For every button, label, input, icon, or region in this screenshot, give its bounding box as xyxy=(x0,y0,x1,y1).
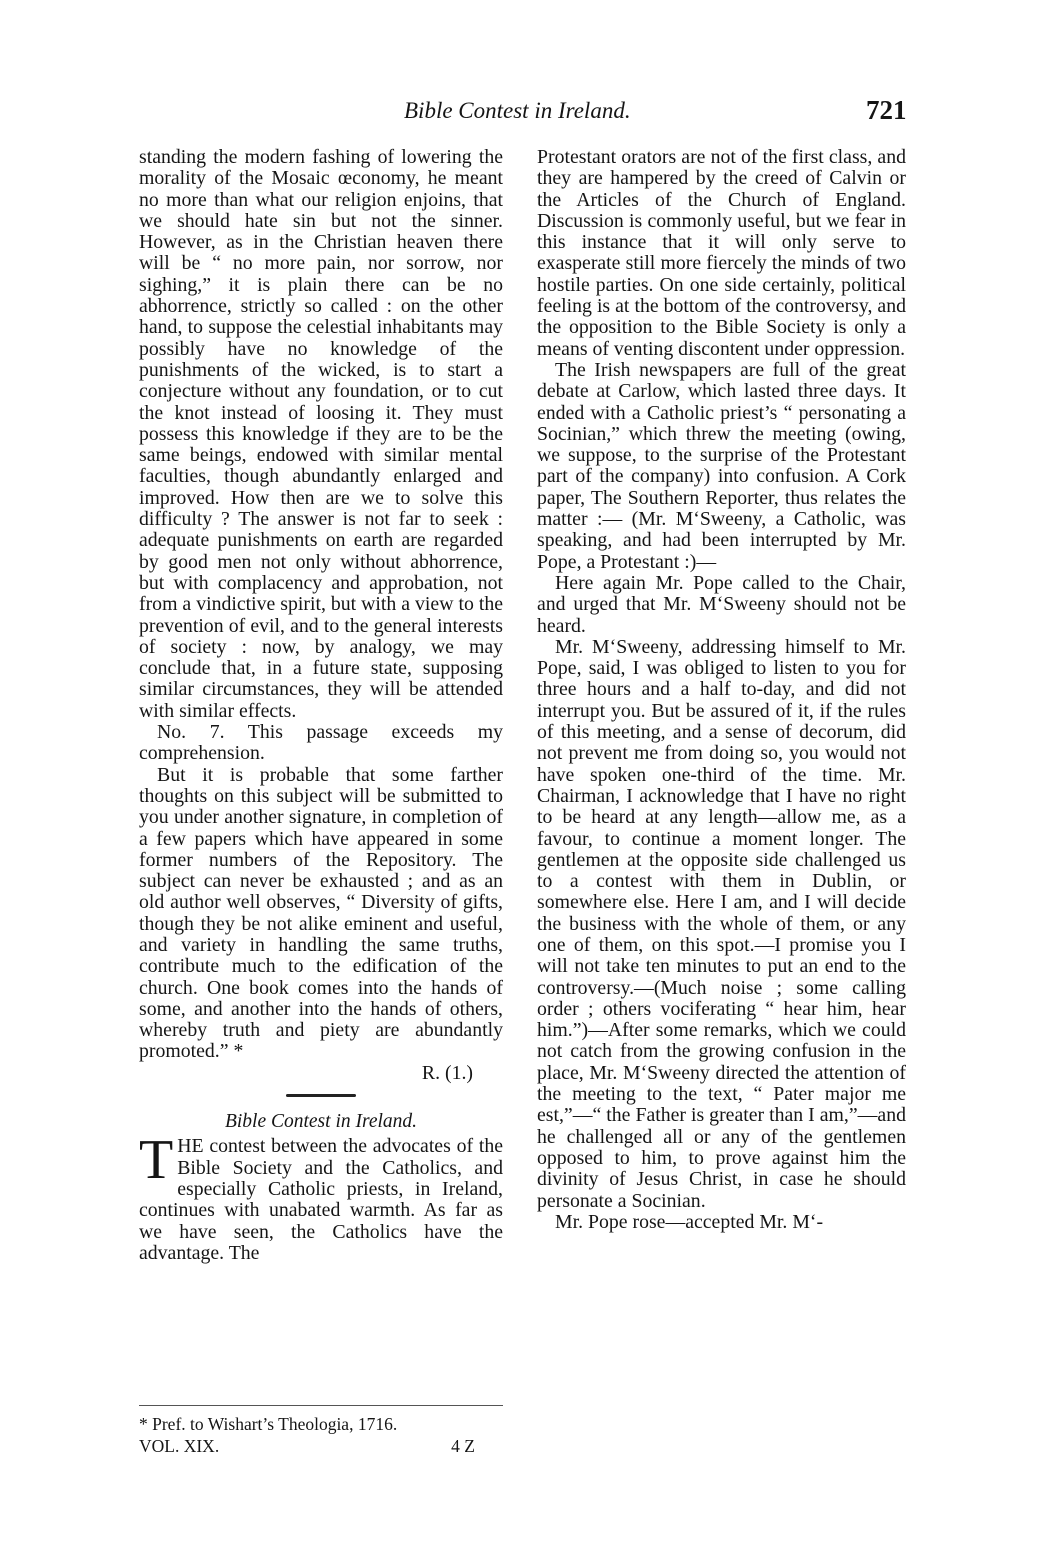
drop-cap: T xyxy=(139,1129,174,1192)
footnote-rule xyxy=(139,1405,503,1406)
right-paragraph-5: Mr. Pope rose—accepted Mr. M‘- xyxy=(555,1210,824,1233)
left-paragraph-2: No. 7. This passage exceeds my comprehension. xyxy=(139,721,503,765)
left-paragraph-3: But it is probable that some farther thoughts on this subject will be submitted to you under another signature, in completion of a few papers which have appeared in some former numbers of the Repository. The subject can never be exhausted ; and as an old author well observes, “ Diversity of gifts, though they be not alike eminent and useful, and variety in handling the same truths, contribute much to the edification of the church. One book comes into the hands of some, and another into the hands of others, whereby truth and piety are abundantly promoted.” * xyxy=(139,763,503,1063)
left-column xyxy=(139,147,503,1264)
left-paragraph-4 xyxy=(139,1129,503,1264)
left-paragraph-4-text: HE contest between the advocates of the Bible Society and the Catholics, and especially Catholic priests, in Ireland, continues with unabated warmth. As far as we have seen, the Catholics have the advantage. The xyxy=(139,1135,503,1264)
right-column xyxy=(537,147,906,1233)
page-number: 721 xyxy=(866,95,907,125)
right-paragraph-3: Here again Mr. Pope called to the Chair, and urged that Mr. M‘Sweeny should not be heard. xyxy=(537,571,906,637)
sheet-signature: 4 Z xyxy=(451,1436,475,1456)
running-head xyxy=(0,95,1038,132)
left-paragraph-1: standing the modern fashing of lowering the morality of the Mosaic œconomy, he meant no more than what our religion enjoins, that we should hate sin but not the sinner. However, as in the Christian heaven there will be “ no more pain, nor sorrow, nor sighing,” it is plain there can be no abhorrence, strictly so called : on the other hand, to suppose the celestial inhabitants may possibly have no knowledge of the punishments of the wicked, is to start a conjecture without any foundation, or to cut the knot instead of loosing it. They must possess this knowledge if they are to be the same beings, endowed with similar mental faculties, though abundantly enlarged and improved. How then are we to solve this difficulty ? The answer is not far to seek : adequate punishments on earth are regarded by good men not only without abhorrence, but with complacency and approbation, not from a vindictive spirit, but with a view to the prevention of evil, and to the general interests of society : now, by analogy, we may conclude that, in a future state, supposing similar circumstances, they will be attended with similar effects. xyxy=(139,146,503,722)
right-paragraph-1: Protestant orators are not of the first class, and they are hampered by the creed of Calvin or the Articles of the Church of England. Discussion is commonly useful, but we fear in this instance that it will only serve to exasperate still more fiercely the minds of two hostile parties. On one side certainly, political feeling is at the bottom of the controversy, and the opposition to the Bible Society is only a means of venting discontent under oppression. xyxy=(537,146,906,360)
section-title: Bible Contest in Ireland. xyxy=(224,1111,418,1133)
right-paragraph-4: Mr. M‘Sweeny, addressing himself to Mr. Pope, said, I was obliged to listen to you for three hours and a half to-day, and did not interrupt you. But be assured of it, if the rules of this meeting, and a sense of decorum, did not prevent me from doing so, you would not have spoken one-third of the time. Mr. Chairman, I acknowledge that I have no right to be heard at any length—allow me, as a favour, to continue a moment longer. The gentlemen at the opposite side challenged us to a contest with them in Dublin, or somewhere else. Here I am, and I will decide the business with the whole of them, or any one of them, on this spot.—I promise you I will not take ten minutes to put an end to the controversy.—(Much noise ; some calling order ; others vociferating “ hear him, hear him.”)—After some remarks, which we could not catch from the growing confusion in the place, Mr. M‘Sweeny directed the attention of the meeting to the text, “ Pater major me est,”—“ the Father is greater than I am,”—and he challenged all or any of the gentlemen opposed to him, to prove against him the divinity of Jesus Christ, in case he should personate a Socinian. xyxy=(537,635,906,1212)
section-divider xyxy=(286,1094,356,1097)
running-title: Bible Contest in Ireland. xyxy=(404,98,631,123)
author-signature: R. (1.) xyxy=(421,1061,473,1084)
volume-label: VOL. XIX. xyxy=(139,1436,220,1456)
footnote: * Pref. to Wishart’s Theologia, 1716. xyxy=(139,1414,398,1434)
right-paragraph-2: The Irish newspapers are full of the great debate at Carlow, which lasted three days. It ended with a Catholic priest’s “ personating a Socinian,” which threw the meeting (owing, we suppose, to the surprise of the Protestant part of the company) into confusion. A Cork paper, The Southern Reporter, thus relates the matter :— (Mr. M‘Sweeny, a Catholic, was speaking, and had been interrupted by Mr. Pope, a Protestant :)— xyxy=(537,358,906,573)
